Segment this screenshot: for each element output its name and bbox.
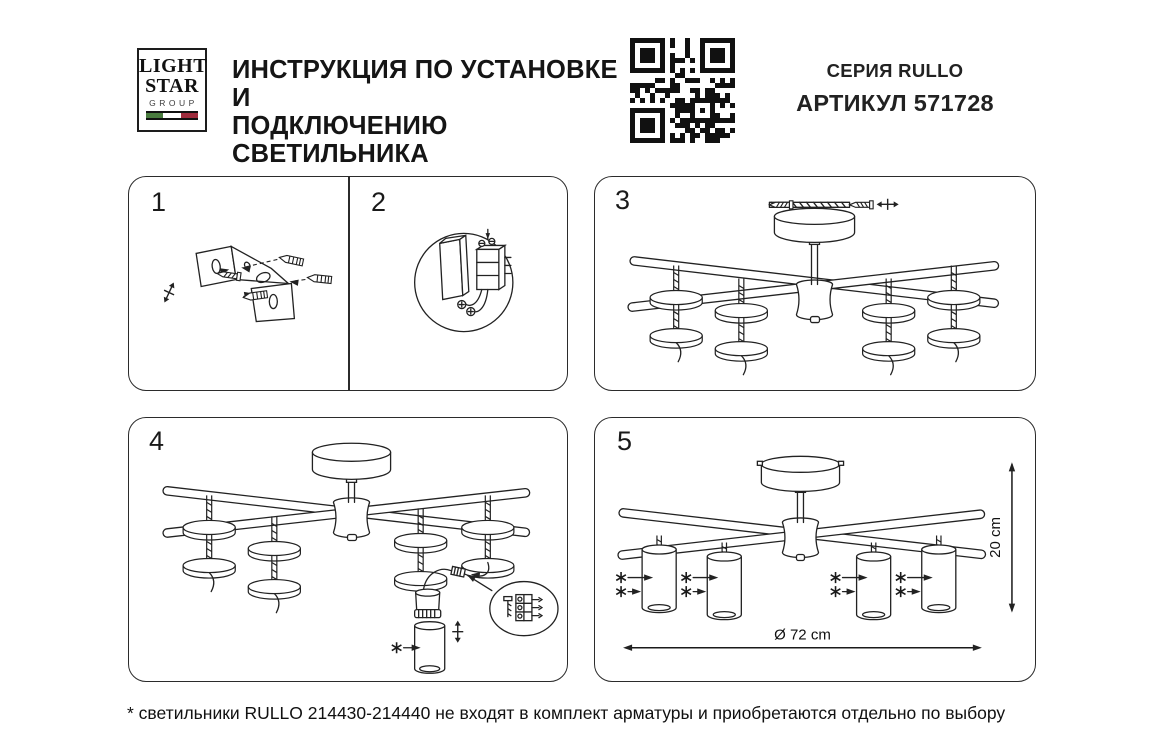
series-label: СЕРИЯ RULLO <box>826 60 964 81</box>
product-info <box>770 60 1020 117</box>
diameter-dimension-label: Ø 72 cm <box>774 626 831 644</box>
step5-diagram <box>595 418 1035 681</box>
lightstar-logo <box>137 48 207 132</box>
italian-flag-bar <box>146 111 198 120</box>
logo-word-light: LIGHT <box>139 55 208 77</box>
step-number-2: 2 <box>371 187 387 217</box>
step-number-5: 5 <box>617 426 633 456</box>
step-number-4: 4 <box>149 426 165 456</box>
article-label: АРТИКУЛ 571728 <box>796 90 994 116</box>
panel-step-1-2 <box>128 176 568 391</box>
step-number-1: 1 <box>151 187 167 217</box>
step-number-3: 3 <box>615 185 631 215</box>
panel-divider <box>348 177 350 390</box>
panel-step-3 <box>594 176 1036 391</box>
page-title <box>232 56 632 168</box>
qr-code <box>630 38 735 143</box>
flag-white <box>163 113 180 118</box>
title-line-1: ИНСТРУКЦИЯ ПО УСТАНОВКЕ И <box>232 56 618 112</box>
step3-diagram <box>595 177 1035 390</box>
finished-fixture-drawing <box>616 456 1015 651</box>
flag-red <box>181 113 198 118</box>
step4-diagram <box>129 418 567 681</box>
qr-code-svg <box>630 38 735 143</box>
logo-word-star: STAR <box>145 75 199 97</box>
height-dimension <box>987 462 1015 612</box>
logo-word-group: GROUP <box>149 98 198 108</box>
diameter-dimension <box>623 627 982 651</box>
footnote: * светильники RULLO 214430-214440 не входят в комплект арматуры и приобретаются отдельно по выбору <box>127 703 1006 723</box>
panel-step-5 <box>594 417 1036 682</box>
height-dimension-label: 20 cm <box>986 517 1004 558</box>
wiring-detail-drawing <box>415 229 513 331</box>
flag-green <box>146 113 163 118</box>
lamp-mounting-drawing <box>163 443 558 673</box>
title-line-2: ПОДКЛЮЧЕНИЮ СВЕТИЛЬНИКА <box>232 112 448 168</box>
panel-step-4 <box>128 417 568 682</box>
frame-assembly-drawing <box>628 199 999 375</box>
bracket-drawing <box>159 246 331 321</box>
asterisk-marker <box>392 642 402 653</box>
